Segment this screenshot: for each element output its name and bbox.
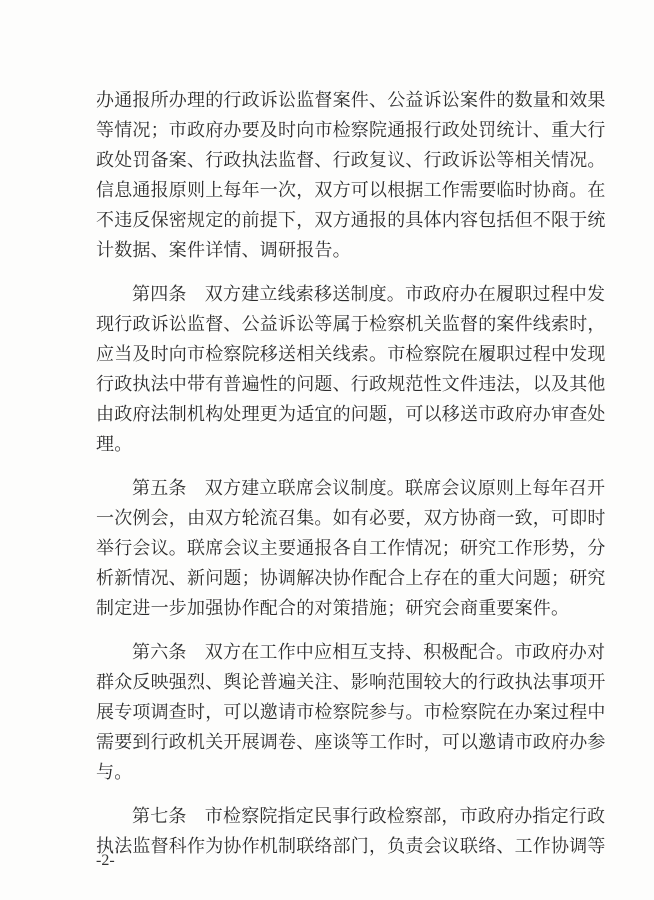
text-line: 群众反映强烈、舆论普遍关注、影响范围较大的行政执法事项开 bbox=[96, 672, 606, 693]
text-line: 执法监督科作为协作机制联络部门，负责会议联络、工作协调等 bbox=[96, 836, 606, 857]
text-line: 由政府法制机构处理更为适宜的问题，可以移送市政府办审查处 bbox=[96, 404, 606, 425]
text-line: 析新情况、新问题；协调解决协作配合上存在的重大问题；研究 bbox=[96, 568, 606, 589]
text-line: 办通报所办理的行政诉讼监督案件、公益诉讼案件的数量和效果 bbox=[96, 90, 606, 111]
text-line: 等情况；市政府办要及时向市检察院通报行政处罚统计、重大行 bbox=[96, 120, 606, 141]
text-line: 第六条 双方在工作中应相互支持、积极配合。市政府办对 bbox=[132, 642, 606, 663]
text-line: 现行政诉讼监督、公益诉讼等属于检察机关监督的案件线索时， bbox=[96, 314, 606, 335]
text-line: 一次例会，由双方轮流召集。如有必要，双方协商一致，可即时 bbox=[96, 508, 606, 529]
text-line: 信息通报原则上每年一次，双方可以根据工作需要临时协商。在 bbox=[96, 180, 606, 201]
text-line: 举行会议。联席会议主要通报各自工作情况；研究工作形势，分 bbox=[96, 538, 606, 559]
article-4-paragraph bbox=[96, 280, 606, 460]
page-number: -2- bbox=[96, 852, 115, 869]
text-line: 行政执法中带有普遍性的问题、行政规范性文件违法，以及其他 bbox=[96, 374, 606, 395]
text-line: 需要到行政机关开展调卷、座谈等工作时，可以邀请市政府办参 bbox=[96, 732, 606, 753]
text-line: 第七条 市检察院指定民事行政检察部，市政府办指定行政 bbox=[132, 806, 606, 827]
text-line: 第四条 双方建立线索移送制度。市政府办在履职过程中发 bbox=[132, 284, 606, 305]
text-line: 与。 bbox=[96, 762, 133, 783]
text-line: 第五条 双方建立联席会议制度。联席会议原则上每年召开 bbox=[132, 478, 606, 499]
article-5-paragraph bbox=[96, 474, 606, 624]
text-line: 理。 bbox=[96, 434, 133, 455]
article-7-paragraph bbox=[96, 802, 606, 862]
text-line: 计数据、案件详情、调研报告。 bbox=[96, 240, 351, 261]
paragraph-1 bbox=[96, 86, 606, 266]
text-line: 应当及时向市检察院移送相关线索。市检察院在履职过程中发现 bbox=[96, 344, 606, 365]
text-line: 制定进一步加强协作配合的对策措施；研究会商重要案件。 bbox=[96, 598, 570, 619]
text-line: 政处罚备案、行政执法监督、行政复议、行政诉讼等相关情况。 bbox=[96, 150, 606, 171]
text-line: 展专项调查时，可以邀请市检察院参与。市检察院在办案过程中 bbox=[96, 702, 606, 723]
text-line: 不违反保密规定的前提下，双方通报的具体内容包括但不限于统 bbox=[96, 210, 606, 231]
article-6-paragraph bbox=[96, 638, 606, 788]
